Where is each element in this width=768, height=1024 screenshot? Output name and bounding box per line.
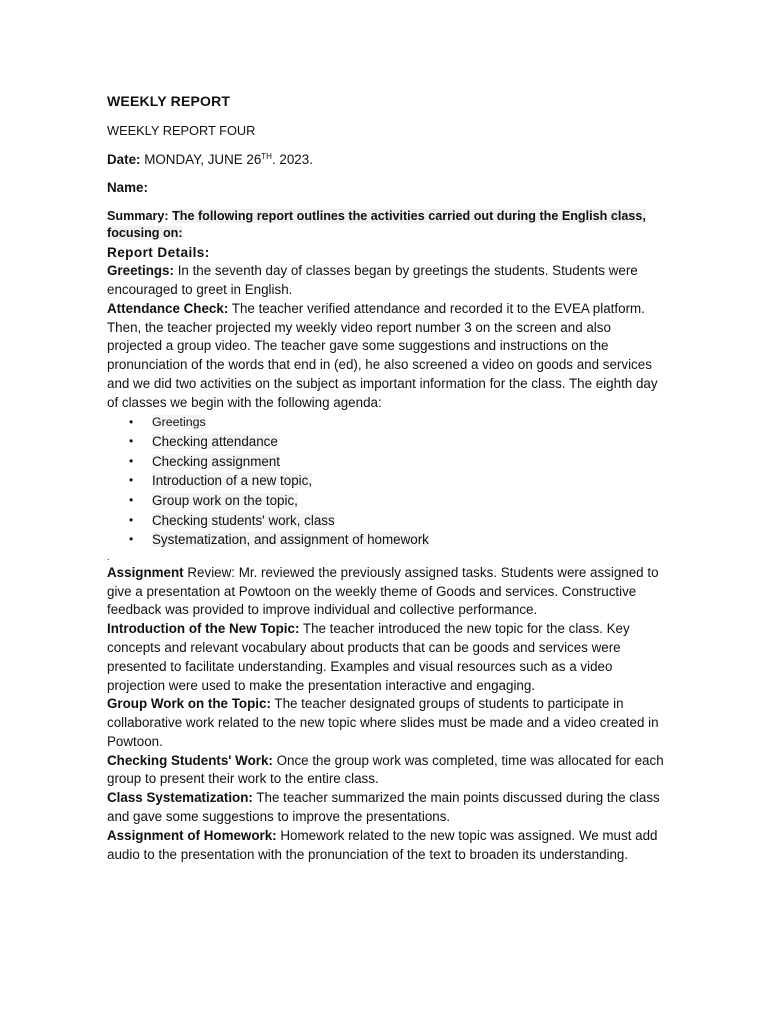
agenda-item-text: Checking assignment <box>152 453 281 469</box>
systematization-paragraph <box>107 789 667 827</box>
date-superscript: TH <box>261 151 272 161</box>
summary-label: Summary: <box>107 209 169 224</box>
agenda-item-text: Checking students' work, class <box>152 512 335 528</box>
list-item <box>129 511 667 531</box>
document-body <box>107 92 667 864</box>
name-label: Name: <box>107 180 148 196</box>
agenda-item-text: Group work on the topic, <box>152 492 298 508</box>
bullet-icon: • <box>129 414 134 429</box>
checking-work-label: Checking Students' Work: <box>107 752 273 768</box>
bullet-icon: • <box>129 453 134 468</box>
checking-work-paragraph <box>107 752 667 790</box>
date-value: MONDAY, JUNE 26 <box>144 151 262 167</box>
bullet-icon: • <box>129 473 134 488</box>
homework-text: Homework related to the new topic was assigned. We must add audio to the presentation with the pronunciation of the text to broaden its understanding. <box>107 827 658 862</box>
list-item <box>129 432 667 452</box>
date-label: Date: <box>107 151 141 167</box>
greetings-text: In the seventh day of classes began by greetings the students. Students were encouraged to greet in English. <box>107 263 638 297</box>
list-item <box>129 471 667 491</box>
agenda-item-text: Checking attendance <box>152 434 278 450</box>
date-line <box>107 151 667 170</box>
summary-paragraph <box>107 208 667 242</box>
agenda-item-text: Introduction of a new topic, <box>152 473 313 489</box>
agenda-list <box>107 413 667 550</box>
group-work-paragraph <box>107 695 667 751</box>
name-line <box>107 179 667 198</box>
stray-dot: . <box>107 551 110 562</box>
new-topic-text: The teacher introduced the new topic for the class. Key concepts and relevant vocabulary about products that can be goods and services were presented to facilitate understanding. Examples and visual resources such as a video projection were used to make the presentation interactive and engaging. <box>107 621 630 693</box>
bullet-icon: • <box>129 532 134 547</box>
date-year: . 2023. <box>271 151 313 167</box>
group-work-text: The teacher designated groups of students to participate in collaborative work related to the new topic where slides must be made and a video created in Powtoon. <box>107 696 659 749</box>
agenda-item-text: Greetings <box>152 414 206 429</box>
list-item <box>129 530 667 550</box>
attendance-text: The teacher verified attendance and recorded it to the EVEA platform. Then, the teacher projected my weekly video report number 3 on the screen and also projected a group video. The teacher gave some suggestions and instructions on the pronunciation of the words that end in (ed), he also screened a video on goods and services and we did two activities on the subject as important information for the class. The eighth day of classes we begin with the following agenda: <box>107 300 658 410</box>
greetings-label: Greetings: <box>107 263 174 279</box>
homework-paragraph <box>107 827 667 865</box>
assignment-review-text: Review: Mr. reviewed the previously assigned tasks. Students were assigned to give a presentation at Powtoon on the weekly theme of Goods and services. Constructive feedback was provided to improve individual and collective performance. <box>107 564 659 618</box>
attendance-label: Attendance Check: <box>107 300 229 316</box>
summary-text: The following report outlines the activities carried out during the English class, focusing on: <box>107 209 646 241</box>
homework-label: Assignment of Homework: <box>107 827 277 843</box>
document-title: WEEKLY REPORT <box>107 93 231 109</box>
bullet-icon: • <box>129 434 134 449</box>
systematization-label: Class Systematization: <box>107 790 253 806</box>
checking-work-text: Once the group work was completed, time was allocated for each group to present their work to the entire class. <box>107 752 664 787</box>
agenda-item-text: Systematization, and assignment of homework <box>152 532 429 548</box>
group-work-label: Group Work on the Topic: <box>107 696 271 712</box>
assignment-review-label: Assignment <box>107 564 184 580</box>
assignment-review-paragraph <box>107 564 667 620</box>
bullet-icon: • <box>129 492 134 507</box>
new-topic-paragraph <box>107 620 667 695</box>
report-details-heading: Report Details: <box>107 245 210 261</box>
bullet-icon: • <box>129 512 134 527</box>
list-item <box>129 413 667 433</box>
list-item <box>129 452 667 472</box>
attendance-paragraph <box>107 300 667 413</box>
new-topic-label: Introduction of the New Topic: <box>107 621 300 637</box>
report-subtitle: WEEKLY REPORT FOUR <box>107 122 256 138</box>
systematization-text: The teacher summarized the main points discussed during the class and gave some suggestions to improve the presentations. <box>107 790 660 825</box>
list-item <box>129 491 667 511</box>
greetings-paragraph <box>107 262 667 300</box>
